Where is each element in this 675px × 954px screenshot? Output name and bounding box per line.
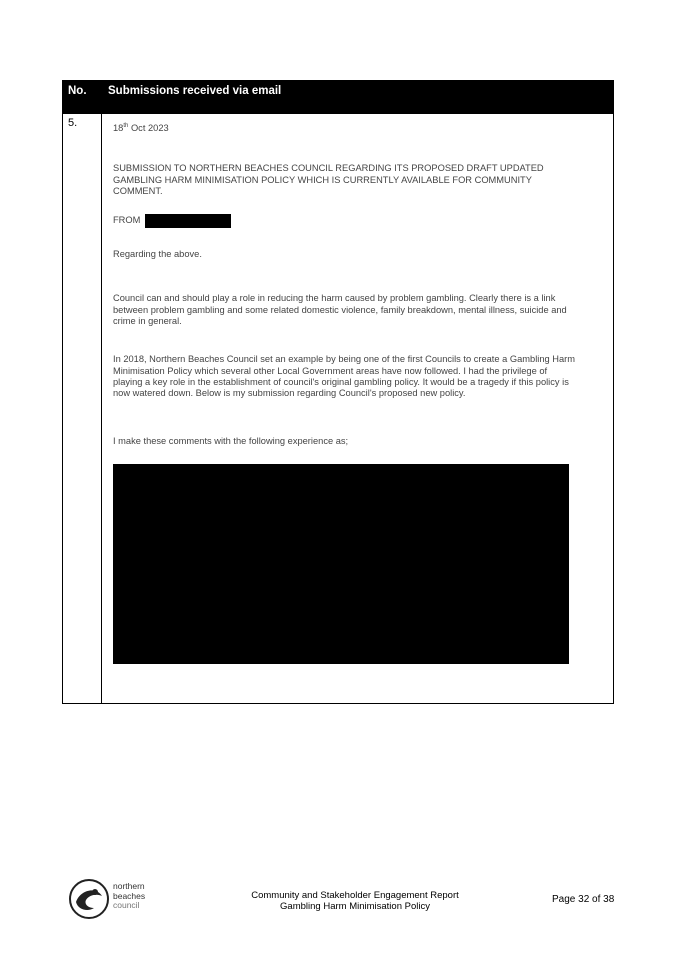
footer-report-title: Community and Stakeholder Engagement Report Gambling Harm Minimisation Policy bbox=[251, 890, 459, 912]
council-logo-icon bbox=[68, 878, 110, 920]
table-header bbox=[63, 81, 613, 114]
row-number: 5. bbox=[68, 117, 78, 129]
paragraph-2: In 2018, Northern Beaches Council set an example by being one of the first Councils to create a Gambling Harm Minimisation Policy which several other Local Government areas have now followed. I had the privilege of playing a key role in the establishment of council's original gambling policy. It would be a tragedy if this policy is now watered down. Below is my submission regarding Council's proposed new policy. bbox=[113, 354, 575, 398]
header-title: Submissions received via email bbox=[108, 85, 282, 97]
submission-date: 18th Oct 2023 bbox=[113, 123, 169, 134]
header-no: No. bbox=[68, 85, 87, 97]
column-divider bbox=[101, 114, 102, 703]
page-number: Page 32 of 38 bbox=[552, 894, 615, 905]
logo-wordmark: northern beaches council bbox=[113, 881, 146, 910]
paragraph-3: I make these comments with the following experience as; bbox=[113, 436, 349, 446]
paragraph-1: Council can and should play a role in reducing the harm caused by problem gambling. Clearly there is a link between problem gambling and some related domestic violence, family breakdown, mental illness, suicide and crime in general. bbox=[113, 293, 567, 326]
redacted-name bbox=[145, 214, 231, 228]
redacted-block bbox=[113, 464, 569, 664]
submissions-table bbox=[62, 80, 614, 704]
from-label: FROM bbox=[113, 215, 141, 225]
submission-intro: SUBMISSION TO NORTHERN BEACHES COUNCIL REGARDING ITS PROPOSED DRAFT UPDATED GAMBLING HARM MINIMISATION POLICY WHICH IS CURRENTLY AVAILABLE FOR COMMUNITY COMMENT. bbox=[113, 163, 544, 196]
regarding-line: Regarding the above. bbox=[113, 249, 202, 259]
